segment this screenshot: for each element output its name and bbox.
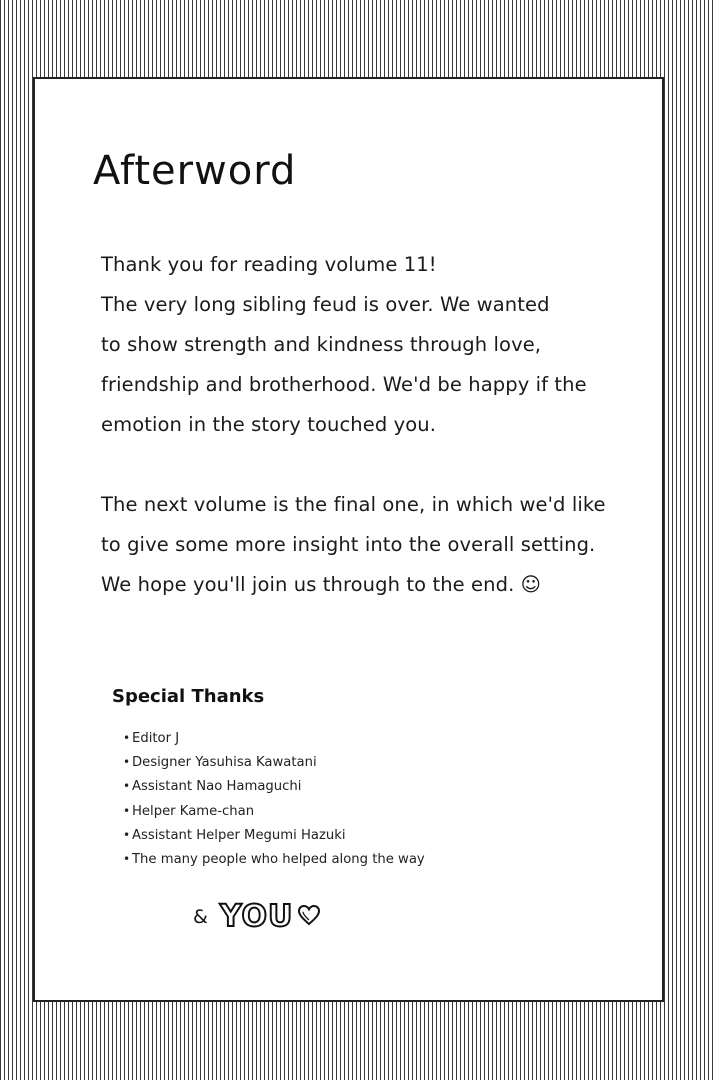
list-item-text: Assistant Helper Megumi Hazuki <box>132 827 346 843</box>
page-frame <box>33 77 664 1002</box>
list-item <box>123 774 425 798</box>
bullet-icon: • <box>123 779 131 794</box>
list-item <box>123 799 425 823</box>
bullet-icon: • <box>123 827 131 842</box>
sign-off <box>193 897 321 937</box>
text-line: Thank you for reading volume 11! <box>101 253 437 276</box>
list-item-text: The many people who helped along the way <box>132 851 425 867</box>
text-line: to show strength and kindness through love, <box>101 333 542 356</box>
ampersand: & <box>193 906 208 928</box>
bullet-icon: • <box>123 755 131 770</box>
you-lettering: YOU <box>219 899 294 934</box>
text-line: The next volume is the final one, in which we'd like <box>101 493 606 516</box>
page-title: Afterword <box>93 148 297 194</box>
bullet-icon: • <box>123 731 131 745</box>
list-item-text: Assistant Nao Hamaguchi <box>132 779 302 795</box>
text-line: to give some more insight into the overall setting. <box>101 533 596 556</box>
list-item-text: Designer Yasuhisa Kawatani <box>132 755 317 771</box>
bullet-icon: • <box>123 851 131 866</box>
paragraph-next-volume <box>101 485 606 605</box>
list-item <box>123 726 425 750</box>
text-line: emotion in the story touched you. <box>101 413 437 436</box>
list-item <box>123 847 425 871</box>
paragraph-thanks <box>101 245 587 445</box>
heart-outline-icon <box>297 903 321 931</box>
special-thanks-list <box>123 726 425 871</box>
list-item-text: Helper Kame-chan <box>132 803 255 819</box>
special-thanks-heading: Special Thanks <box>112 686 265 707</box>
list-item-text: Editor J <box>132 731 180 746</box>
text-line: The very long sibling feud is over. We wanted <box>101 293 550 316</box>
bullet-icon: • <box>123 803 131 818</box>
text-line: We hope you'll join us through to the end. ☺ <box>101 573 542 596</box>
list-item <box>123 750 425 774</box>
list-item <box>123 823 425 847</box>
text-line: friendship and brotherhood. We'd be happy if the <box>101 373 587 396</box>
